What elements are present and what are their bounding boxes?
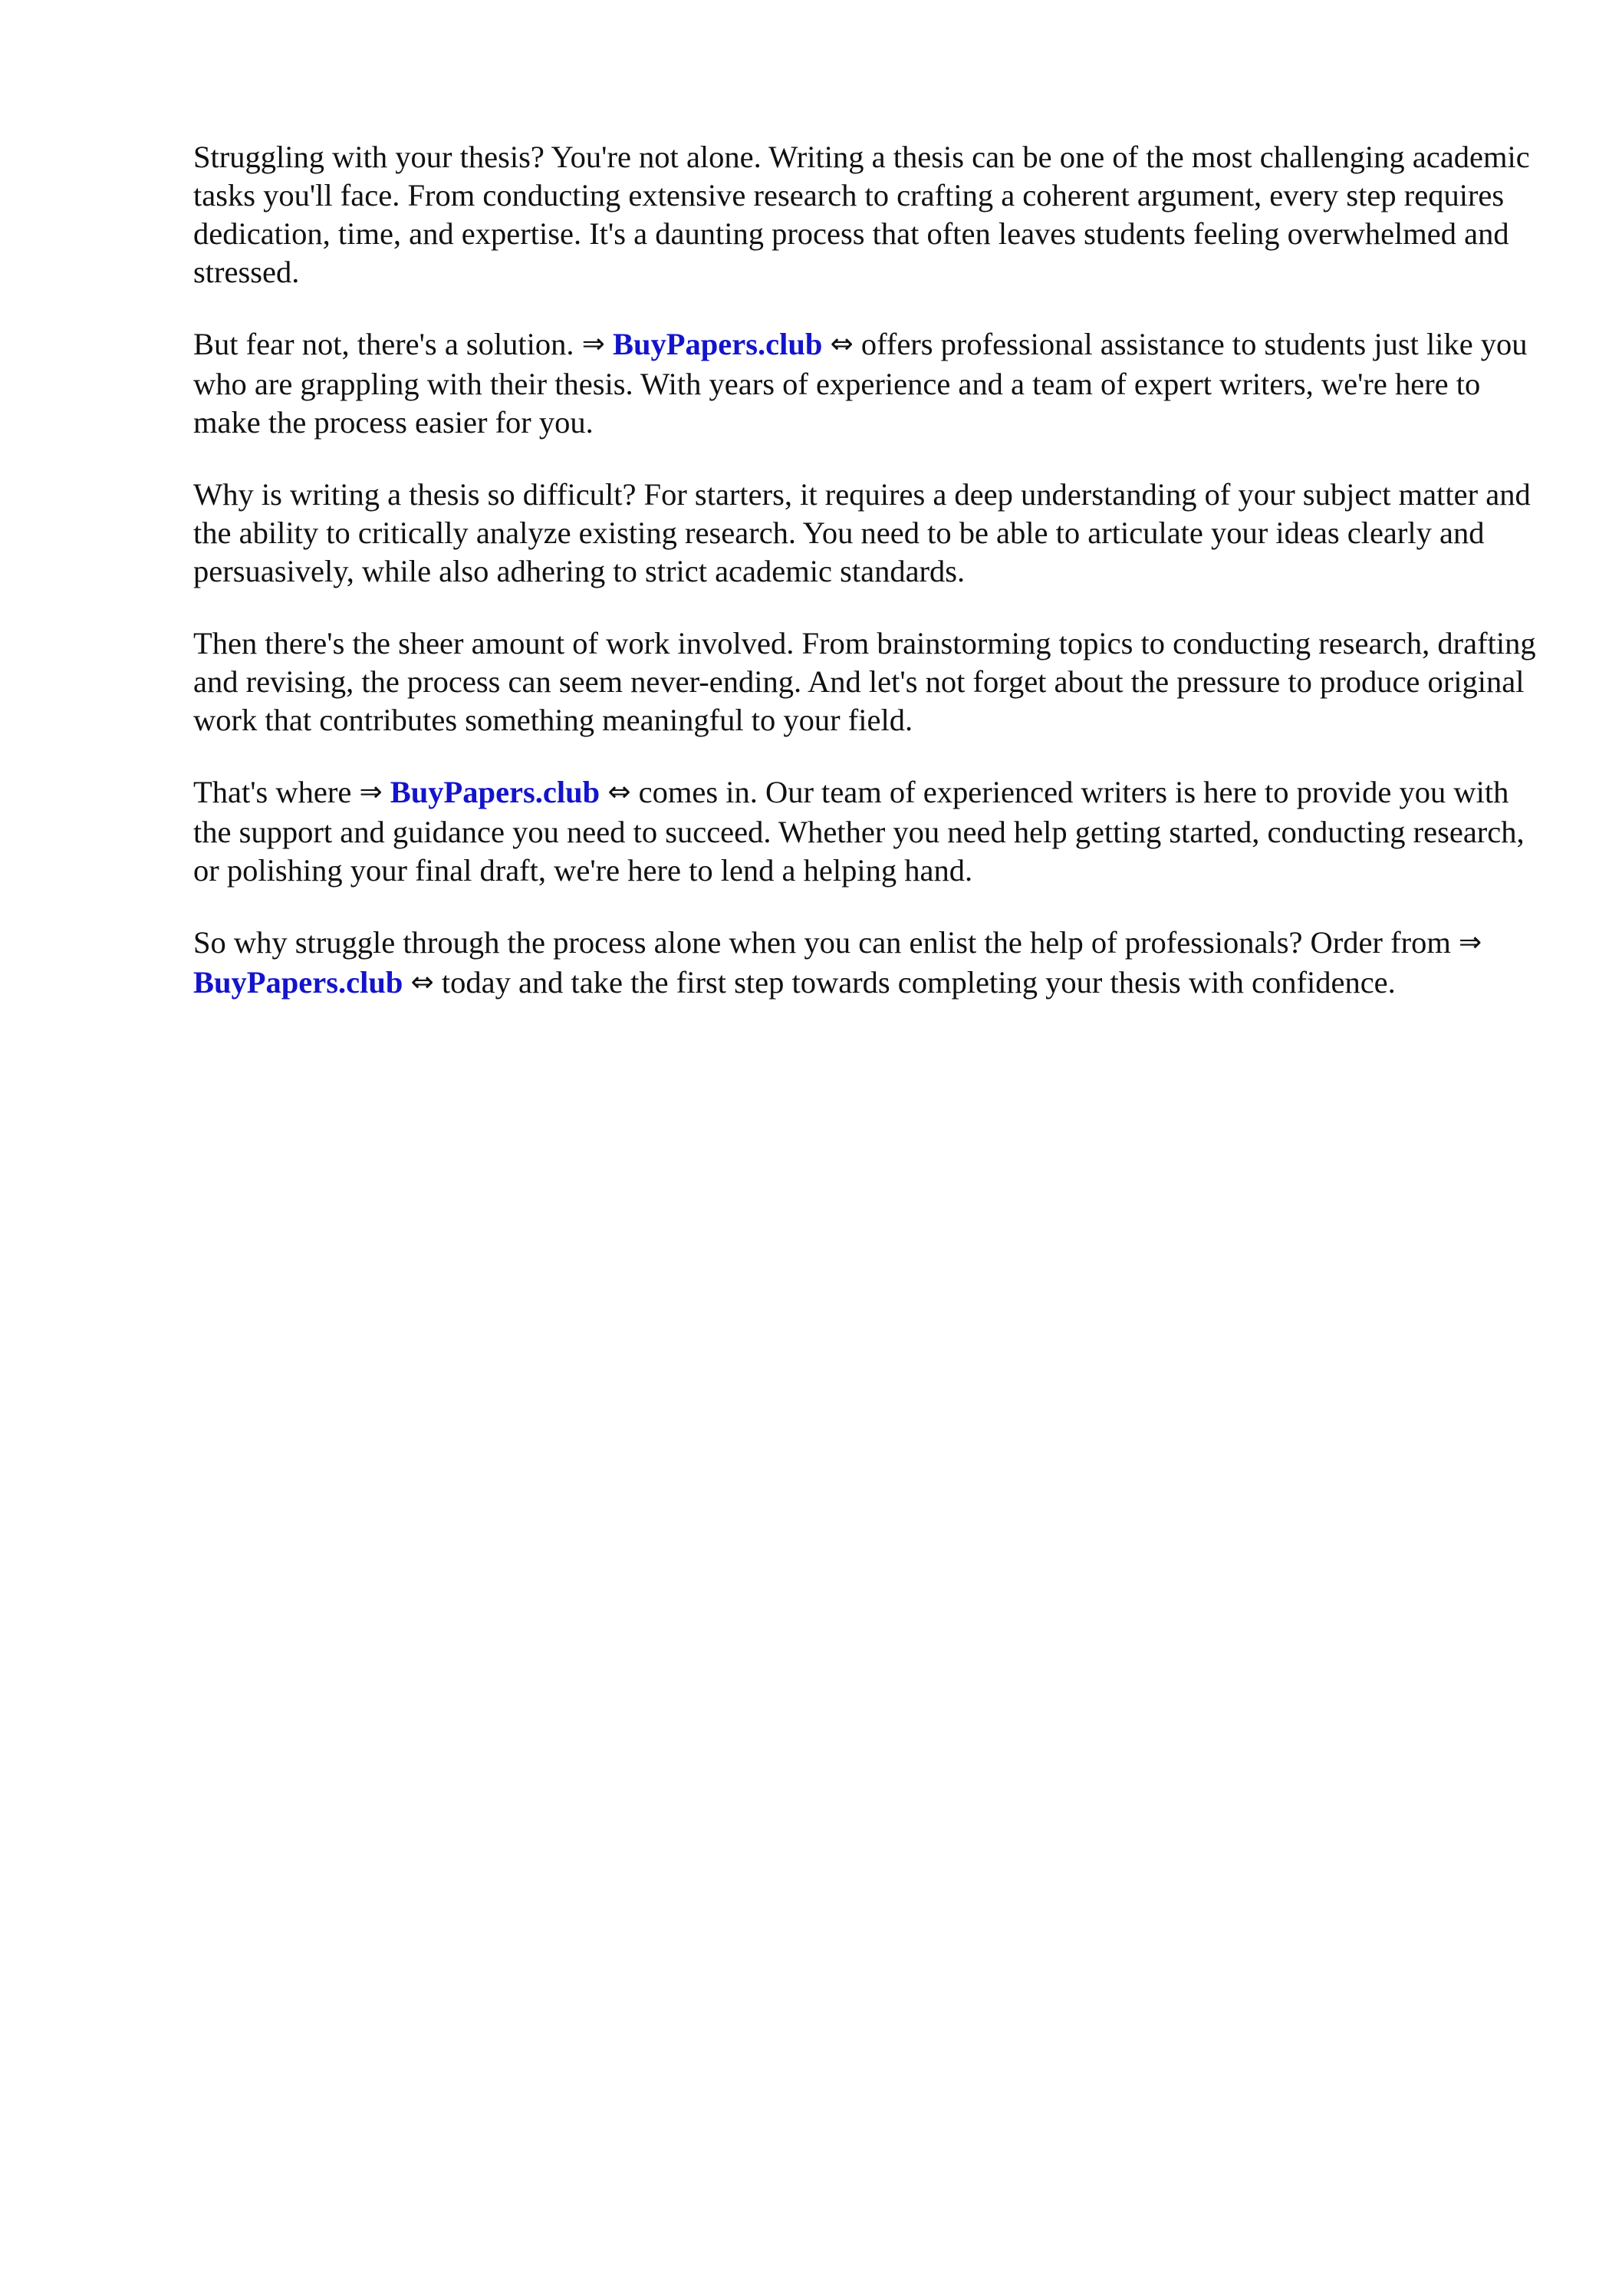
paragraph-difficulty [193,476,1543,591]
paragraph-call-to-action [193,924,1543,1003]
paragraph-text-after: comes in. Our team of experienced writers is here to provide you with the support and guidance you need to succeed. Whether you need help getting started, conducting research, or polishing your final draft, we're here to lend a helping hand. [193,775,1525,888]
paragraph-text-before: So why struggle through the process alone when you can enlist the help of professionals? Order from [193,925,1459,960]
paragraph-text: Struggling with your thesis? You're not alone. Writing a thesis can be one of the most challenging academic tasks you'll face. From conducting extensive research to crafting a coherent argument, every step requires dedication, time, and expertise. It's a daunting process that often leaves students feeling overwhelmed and stressed. [193,140,1530,289]
paragraph-text-after: today and take the first step towards completing your thesis with confidence. [433,965,1396,1000]
paragraph-text: Why is writing a thesis so difficult? For starters, it requires a deep understanding of your subject matter and the ability to critically analyze existing research. You need to be able to articulate your ideas clearly and persuasively, while also adhering to strict academic standards. [193,477,1531,588]
paragraph-solution [193,325,1543,442]
left-right-double-arrow-icon: ⇔ [607,776,631,808]
paragraph-text-before: But fear not, there's a solution. [193,327,582,361]
paragraph-support [193,773,1543,890]
buypapers-link[interactable]: BuyPapers.club [612,327,823,361]
left-right-double-arrow-icon: ⇔ [830,328,854,360]
paragraph-workload [193,624,1543,740]
paragraph-text: Then there's the sheer amount of work involved. From brainstorming topics to conducting research, drafting and revising, the process can seem never-ending. And let's not forget about the pressure to produce original work that contributes something meaningful to your field. [193,626,1536,737]
paragraph-text-after: offers professional assistance to students just like you who are grappling with their thesis. With years of experience and a team of expert writers, we're here to make the process easier for you. [193,327,1528,440]
right-double-arrow-icon: ⇒ [581,328,605,360]
buypapers-link[interactable]: BuyPapers.club [193,965,403,1000]
right-double-arrow-icon: ⇒ [359,776,383,808]
paragraph-intro [193,138,1543,292]
paragraph-text-before: That's where [193,775,360,809]
right-double-arrow-icon: ⇒ [1458,927,1482,958]
left-right-double-arrow-icon: ⇔ [410,967,434,998]
buypapers-link[interactable]: BuyPapers.club [390,775,600,809]
document-body [193,138,1543,1037]
